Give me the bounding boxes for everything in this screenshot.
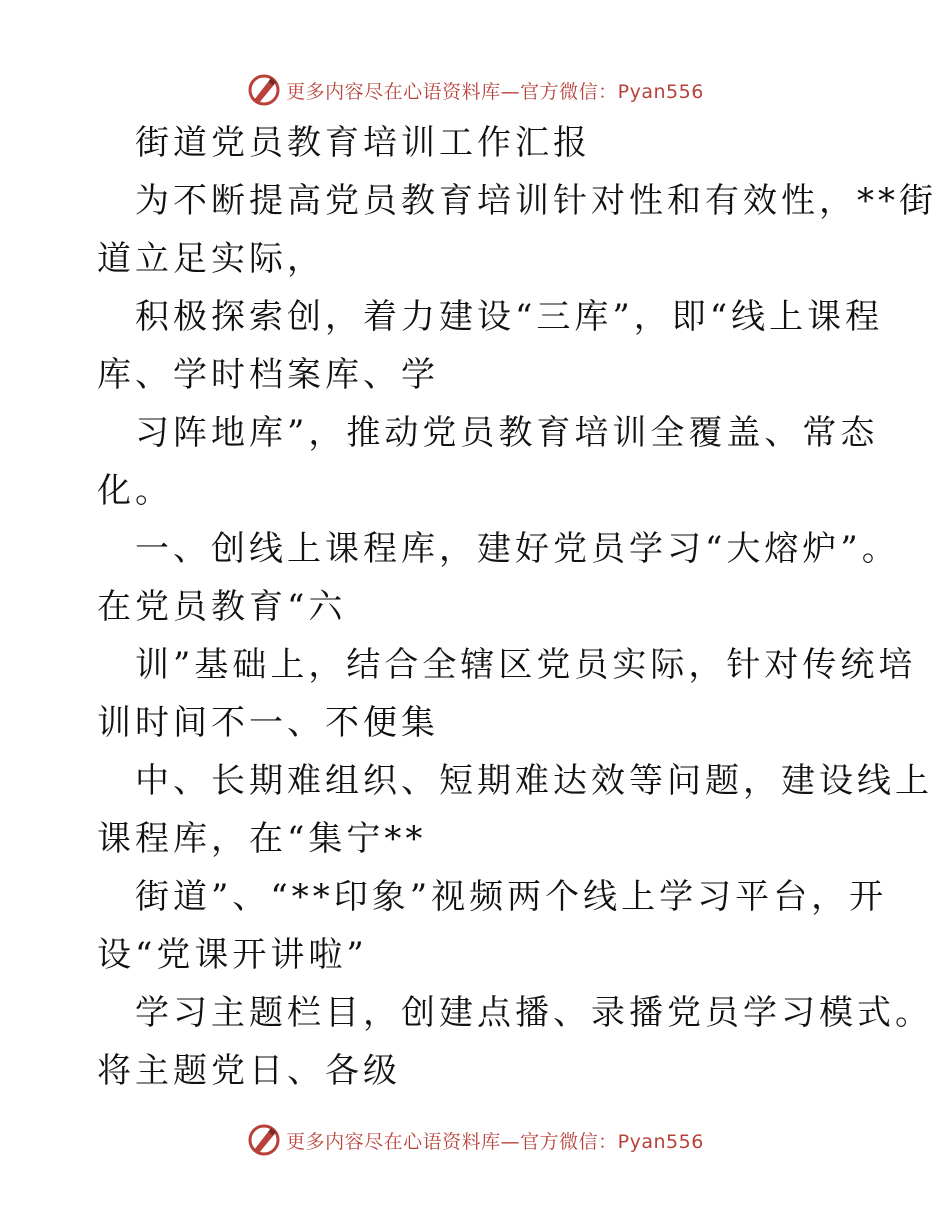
doc-line: 库、学时档案库、学 <box>97 355 439 395</box>
doc-line: 课程库，在“集宁** <box>97 819 427 859</box>
doc-line: 设“党课开讲啦” <box>97 935 368 975</box>
doc-line: 习阵地库”，推动党员教育培训全覆盖、常态 <box>135 413 879 453</box>
doc-line: 化。 <box>97 471 173 511</box>
document-body <box>97 114 937 1100</box>
watermark-footer <box>0 1120 950 1160</box>
watermark-text: 更多内容尽在心语资料库—官方微信：Pyan556 <box>286 80 704 103</box>
doc-line: 一、创线上课程库，建好党员学习“大熔炉”。 <box>135 529 900 569</box>
doc-line: 学习主题栏目，创建点播、录播党员学习模式。 <box>135 993 933 1033</box>
doc-line: 街道党员教育培训工作汇报 <box>135 123 591 163</box>
doc-line: 训”基础上，结合全辖区党员实际，针对传统培 <box>135 645 917 685</box>
doc-line: 将主题党日、各级 <box>97 1051 401 1091</box>
doc-line: 训时间不一、不便集 <box>97 703 439 743</box>
doc-line: 道立足实际， <box>97 239 325 279</box>
doc-line: 为不断提高党员教育培训针对性和有效性，**街 <box>135 181 937 221</box>
doc-line: 中、长期难组织、短期难达效等问题，建设线上 <box>135 761 933 801</box>
watermark-header <box>0 70 950 110</box>
watermark-text: 更多内容尽在心语资料库—官方微信：Pyan556 <box>286 1130 704 1153</box>
doc-line: 在党员教育“六 <box>97 587 347 627</box>
pen-logo-icon <box>246 72 282 108</box>
doc-line: 积极探索创，着力建设“三库”，即“线上课程 <box>135 297 884 337</box>
doc-line: 街道”、“**印象”视频两个线上学习平台，开 <box>135 877 888 917</box>
pen-logo-icon <box>246 1122 282 1158</box>
